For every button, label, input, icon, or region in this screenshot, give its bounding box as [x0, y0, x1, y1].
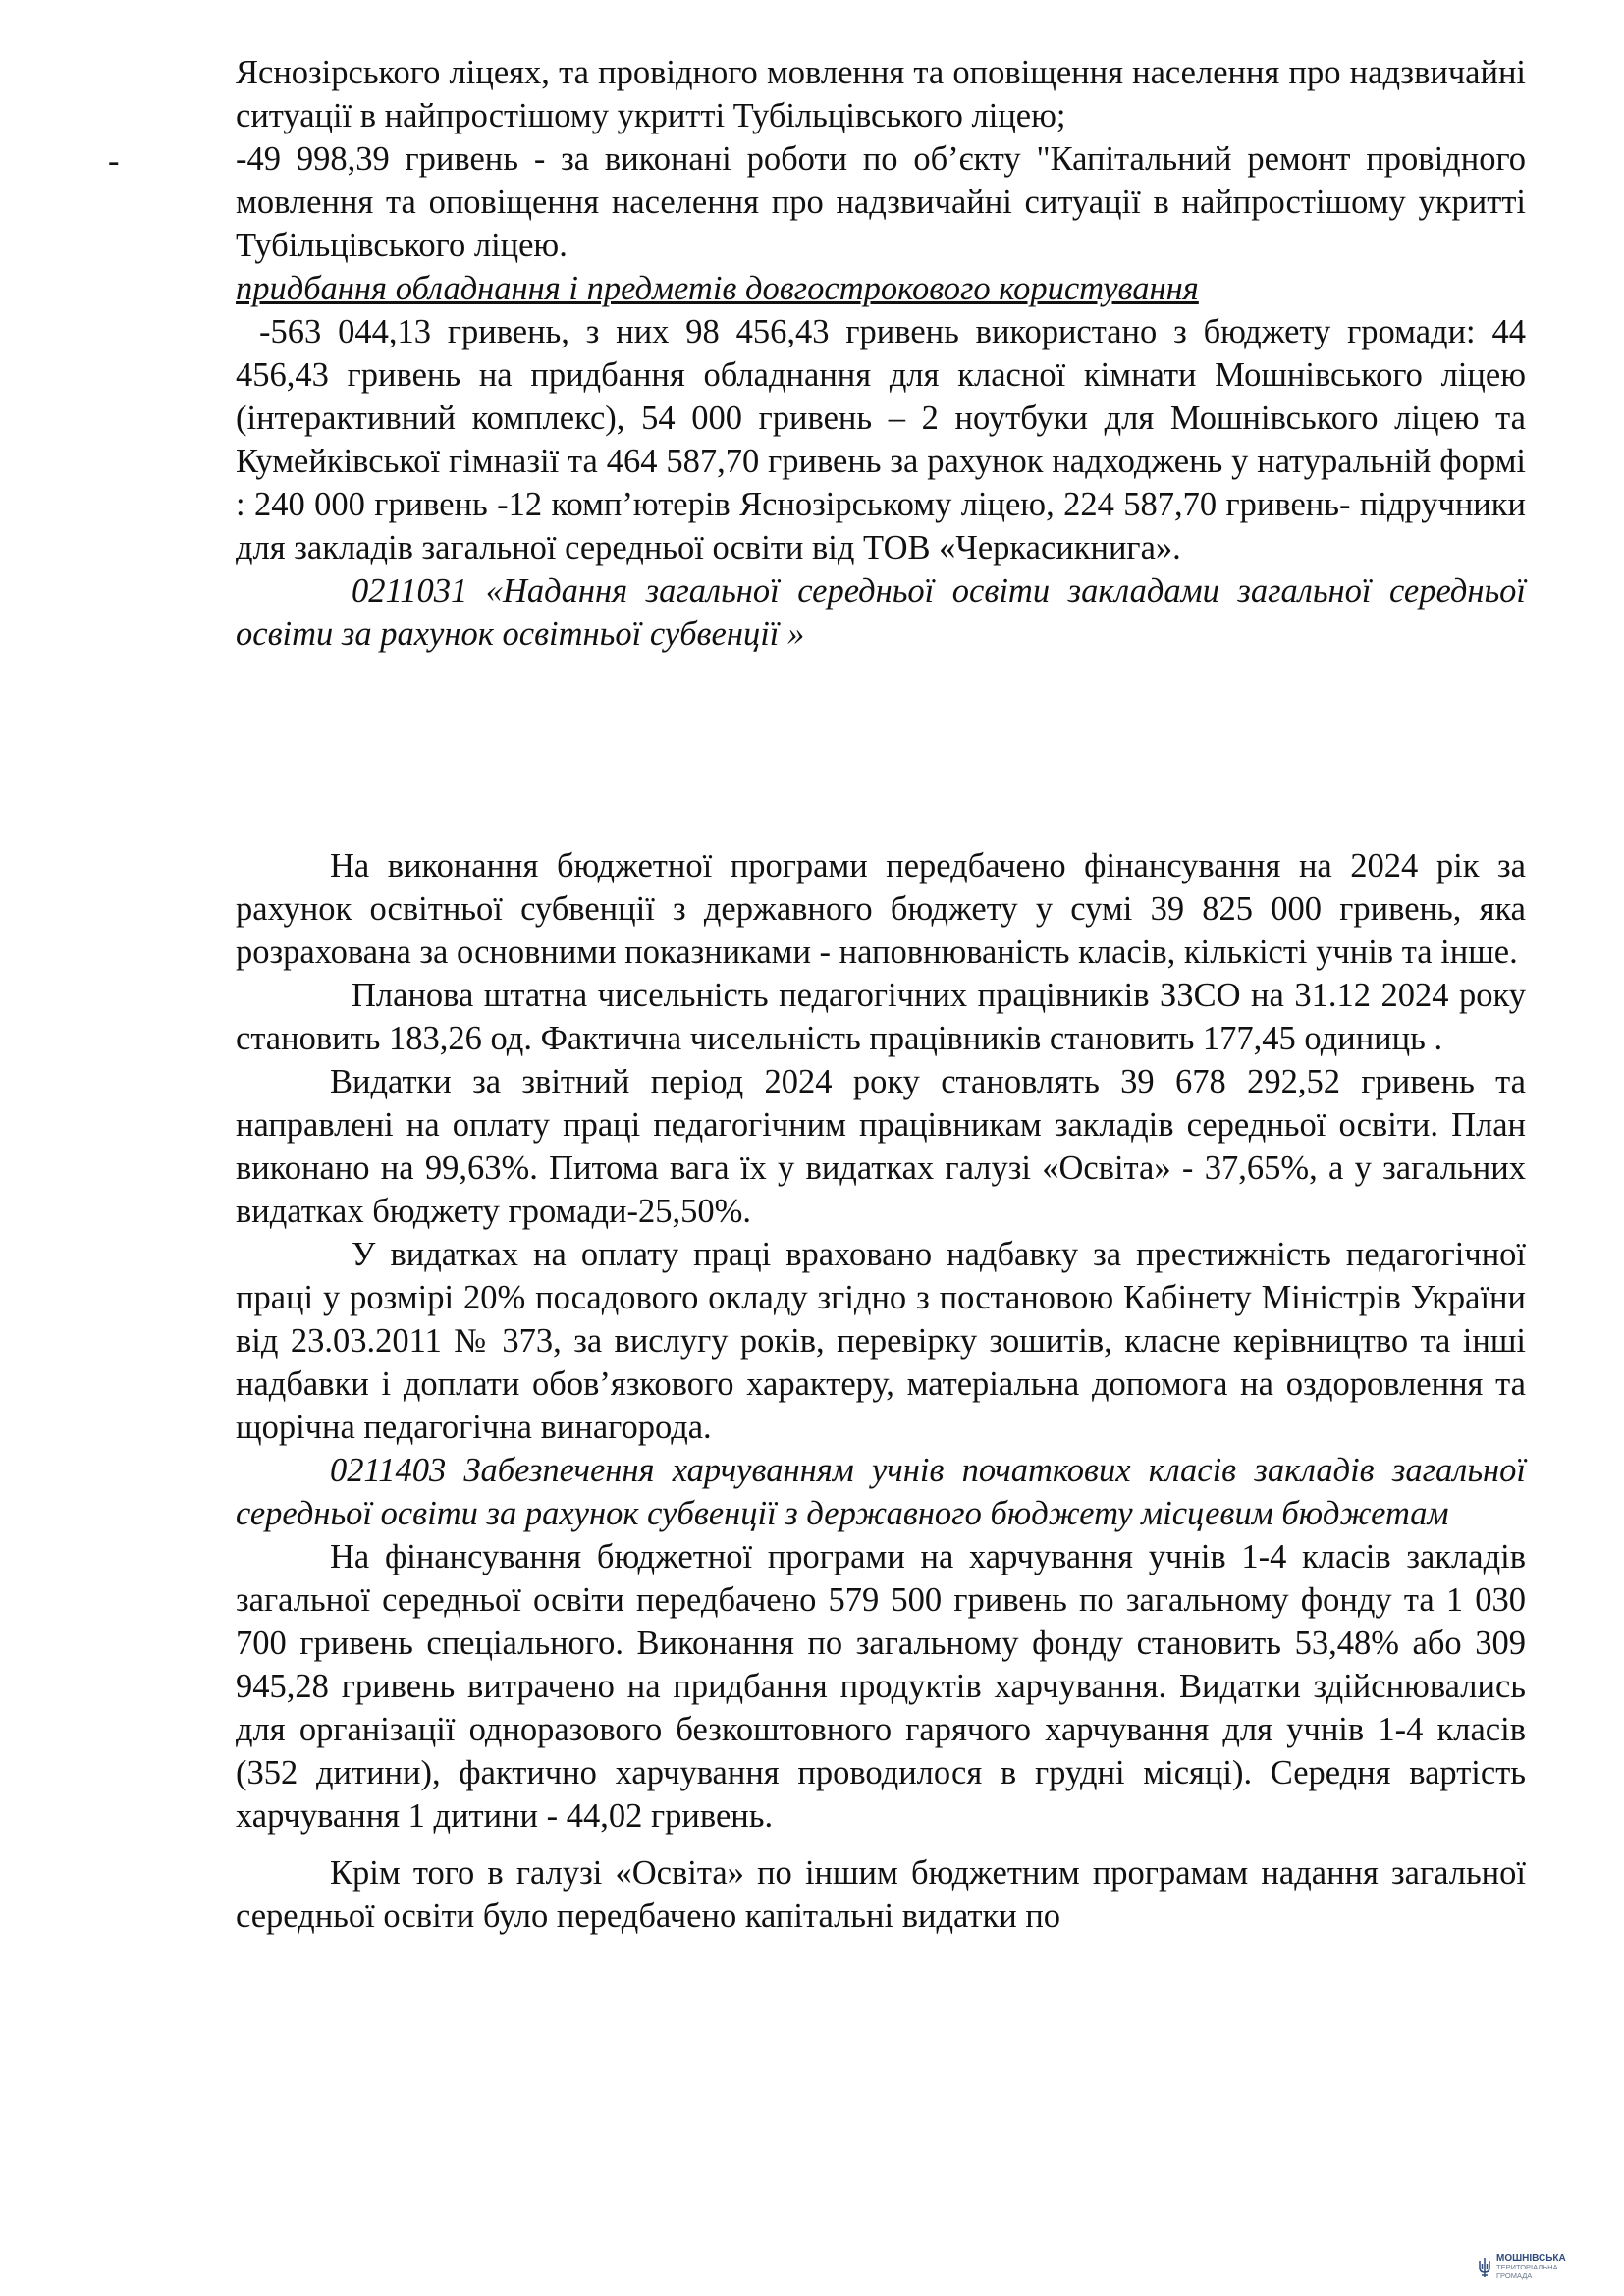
- heading-program-0211403: 0211403 Забезпечення харчуванням учнів початкових класів закладів загальної середньої освіти за рахунок субвенції з державного бюджету місцевим бюджетам: [236, 1452, 1526, 1532]
- paragraph-program-funding: На виконання бюджетної програми передбачено фінансування на 2024 рік за рахунок освітньої субвенції з державного бюджету у сумі 39 825 000 гривень, яка розрахована за основними показниками - наповнюваність класів, кількісті учнів та інше.: [236, 847, 1526, 971]
- logo-line-2: ТЕРИТОРІАЛЬНА: [1496, 2263, 1558, 2271]
- paragraph-other-programs: Крім того в галузі «Освіта» по іншим бюджетним програмам надання загальної середньої освіти було передбачено капітальні видатки по: [236, 1854, 1526, 1935]
- logo-text: [1496, 2254, 1566, 2280]
- community-logo: [1477, 2254, 1566, 2280]
- paragraph-expenses: Видатки за звітний період 2024 року становлять 39 678 292,52 гривень та направлені на оплату праці педагогічним працівникам закладів середньої освіти. План виконано на 99,63%. Питома вага їх у видатках галузі «Освіта» - 37,65%, а у загальних видатках бюджету громади-25,50%.: [236, 1063, 1526, 1230]
- trident-emblem-icon: [1477, 2257, 1492, 2278]
- paragraph-salary-supplements: У видатках на оплату праці враховано надбавку за престижність педагогічної праці у розмірі 20% посадового окладу згідно з постановою Кабінету Міністрів України від 23.03.2011 № 373, за вислугу років, перевірку зошитів, класне керівництво та інші надбавки і доплати обов’язкового характеру, матеріальна допомога на оздоровлення та щорічна педагогічна винагорода.: [236, 1236, 1526, 1446]
- heading-program-0211031: 0211031 «Надання загальної середньої освіти закладами загальної середньої освіти за рахунок освітньої субвенції »: [236, 572, 1526, 653]
- paragraph-staff-count: Планова штатна чисельність педагогічних працівників ЗЗСО на 31.12 2024 року становить 183,26 од. Фактична чисельність працівників становить 177,45 одиниць .: [236, 977, 1526, 1057]
- paragraph-top-continuation: Яснозірського ліцеях, та провідного мовлення та оповіщення населення про надзвичайні ситуації в найпростішому укритті Тубільцівського ліцею;: [236, 54, 1526, 134]
- blank-gap: [236, 656, 1526, 844]
- logo-line-1: МОШНІВСЬКА: [1496, 2253, 1566, 2264]
- heading-equipment: придбання обладнання і предметів довгострокового користування: [236, 270, 1199, 307]
- paragraph-spacer: [236, 1838, 1526, 1851]
- paragraph-warning-system-repair: -49 998,39 гривень - за виконані роботи по об’єкту "Капітальний ремонт провідного мовлення та оповіщення населення про надзвичайні ситуації в найпростішому укритті Тубільцівського ліцею.: [236, 140, 1526, 264]
- paragraph-equipment: -563 044,13 гривень, з них 98 456,43 гривень використано з бюджету громади: 44 456,43 гривень на придбання обладнання для класної кімнати Мошнівського ліцею (інтерактивний комплекс), 54 000 гривень – 2 ноутбуки для Мошнівського ліцею та Кумейківської гімназії та 464 587,70 гривень за рахунок надходжень у натуральній формі : 240 000 гривень -12 комп’ютерів Яснозірському ліцею, 224 587,70 гривень- підручники для закладів загальної середньої освіти від ТОВ «Черкасикнига».: [236, 313, 1526, 566]
- logo-line-3: ГРОМАДА: [1496, 2271, 1533, 2280]
- list-dash: -: [108, 142, 120, 180]
- paragraph-school-meals: На фінансування бюджетної програми на харчування учнів 1-4 класів закладів загальної середньої освіти передбачено 579 500 гривень по загальному фонду та 1 030 700 гривень спеціального. Виконання по загальному фонду становить 53,48% або 309 945,28 гривень витрачено на придбання продуктів харчування. Видатки здійснювались для організації одноразового безкоштовного гарячого харчування для учнів 1-4 класів (352 дитини), фактично харчування проводилося в грудні місяці). Середня вартість харчування 1 дитини - 44,02 гривень.: [236, 1538, 1526, 1835]
- document-page: [236, 51, 1526, 1938]
